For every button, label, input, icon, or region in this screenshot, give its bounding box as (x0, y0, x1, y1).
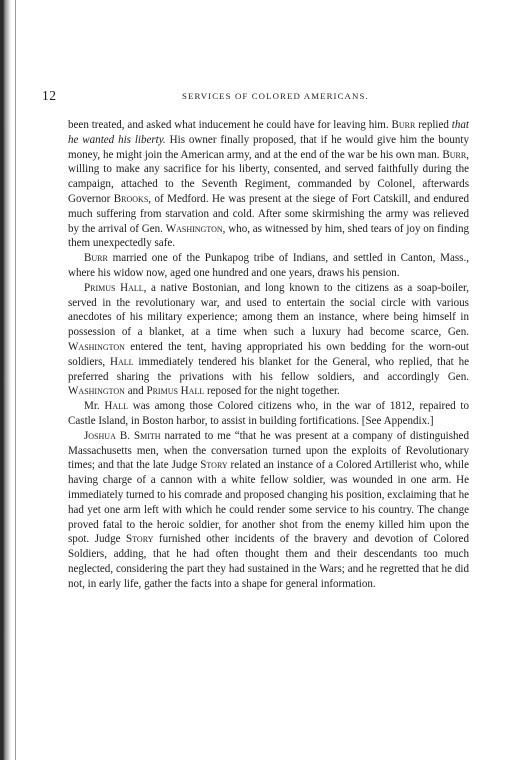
text-run: related an instance of a Colored Artillerist who, while having charge of a cannon with a white fellow soldier, was wounded in one arm. He immediately turned to his comrade and proposed changing his position, exclaiming that he had yet one arm left with which he could render some service to his country. The change proved fatal to the heroic soldier, for another shot from the enemy killed him upon the spot. Judge (68, 459, 469, 546)
name-small-caps: Story (200, 459, 228, 472)
name-small-caps: Hall (104, 400, 128, 413)
text-run: narrated to me “that he was present at a company of distinguished Massachusetts men, when the conversation turned upon the exploits of Revolutionary times; and that the late Judge (68, 429, 469, 472)
name-small-caps: Primus Hall (146, 385, 205, 398)
paragraph-4 (68, 399, 469, 429)
book-page (42, 88, 492, 592)
name-small-caps: Hall (109, 355, 134, 368)
name-small-caps: Story (126, 533, 154, 546)
paragraph-5 (68, 429, 469, 592)
name-small-caps: Washington (68, 385, 125, 398)
paragraph-1 (68, 118, 469, 251)
name-small-caps: Joshua B. Smith (84, 429, 161, 442)
body-text (68, 118, 469, 592)
text-run: , of Medford. He was present at the siege of Fort Catskill, and endured much suffering from starvation and cold. After some skirmishing the army was relieved by the arrival of Gen. (68, 192, 470, 235)
name-small-caps: Burr (391, 119, 416, 131)
text-run: married one of the Punkapog tribe of Indians, and settled in Canton, Mass., where his widow now, aged one hundred and one years, draws his pension. (68, 252, 469, 279)
page-header (42, 88, 492, 110)
text-run: reposed for the night together. (204, 385, 340, 398)
binding-rule (15, 0, 16, 760)
name-small-caps: Burr (442, 148, 467, 161)
text-run: and (124, 385, 147, 398)
running-head: SERVICES OF COLORED AMERICANS. (182, 91, 369, 101)
page-number: 12 (42, 88, 57, 103)
italic-text: that he wanted his liberty. (68, 119, 469, 146)
paragraph-2 (68, 251, 469, 281)
text-run: replied (415, 119, 452, 131)
text-run: Mr. (84, 400, 105, 413)
text-run: entered the tent, having appropriated his own bedding for the worn-out soldiers, (68, 340, 469, 368)
text-run: been treated, and asked what inducement he could have for leaving him. (68, 119, 392, 131)
text-run: , a native Bostonian, and long known to the citizens as a soap-boiler, served in the revolutionary war, and used to entertain the social circle with various anecdotes of his military experience; among them an instance, where being himself in possession of a blanket, at a time when such a luxury had become scarce, Gen. (68, 281, 469, 339)
book-binding-edge (0, 0, 11, 760)
name-small-caps: Primus Hall (84, 281, 144, 294)
paragraph-3 (68, 281, 469, 399)
text-run: was among those Colored citizens who, in the war of 1812, repaired to Castle Island, in Boston harbor, to assist in building fortifications. [See Appendix.] (68, 400, 469, 427)
text-run: immediately tendered his blanket for the General, who replied, that he preferred sharing the privations with his fellow soldiers, and accordingly Gen. (68, 355, 470, 383)
text-run: His owner finally proposed, that if he would give him the bounty money, he might join the American army, and at the end of the war be his own man. (68, 133, 469, 161)
name-small-caps: Brooks (113, 192, 149, 205)
name-small-caps: Burr (84, 252, 108, 265)
name-small-caps: Washington (165, 222, 223, 235)
text-run: , willing to make any sacrifice for his liberty, consented, and served faithfully during the campaign, attached to the Seventh Regiment, commanded by Colonel, afterwards Governor (68, 148, 469, 205)
text-run: furnished other incidents of the bravery and devotion of Colored Soldiers, adding, that he had often thought them and their descendants too much neglected, considering the part they had sustained in the Wars; and he regretted that he did not, in early life, gather the facts into a shape for general information. (68, 533, 469, 590)
text-run: , who, as witnessed by him, shed tears of joy on finding them unexpectedly safe. (68, 222, 469, 250)
name-small-caps: Washington (68, 340, 125, 353)
